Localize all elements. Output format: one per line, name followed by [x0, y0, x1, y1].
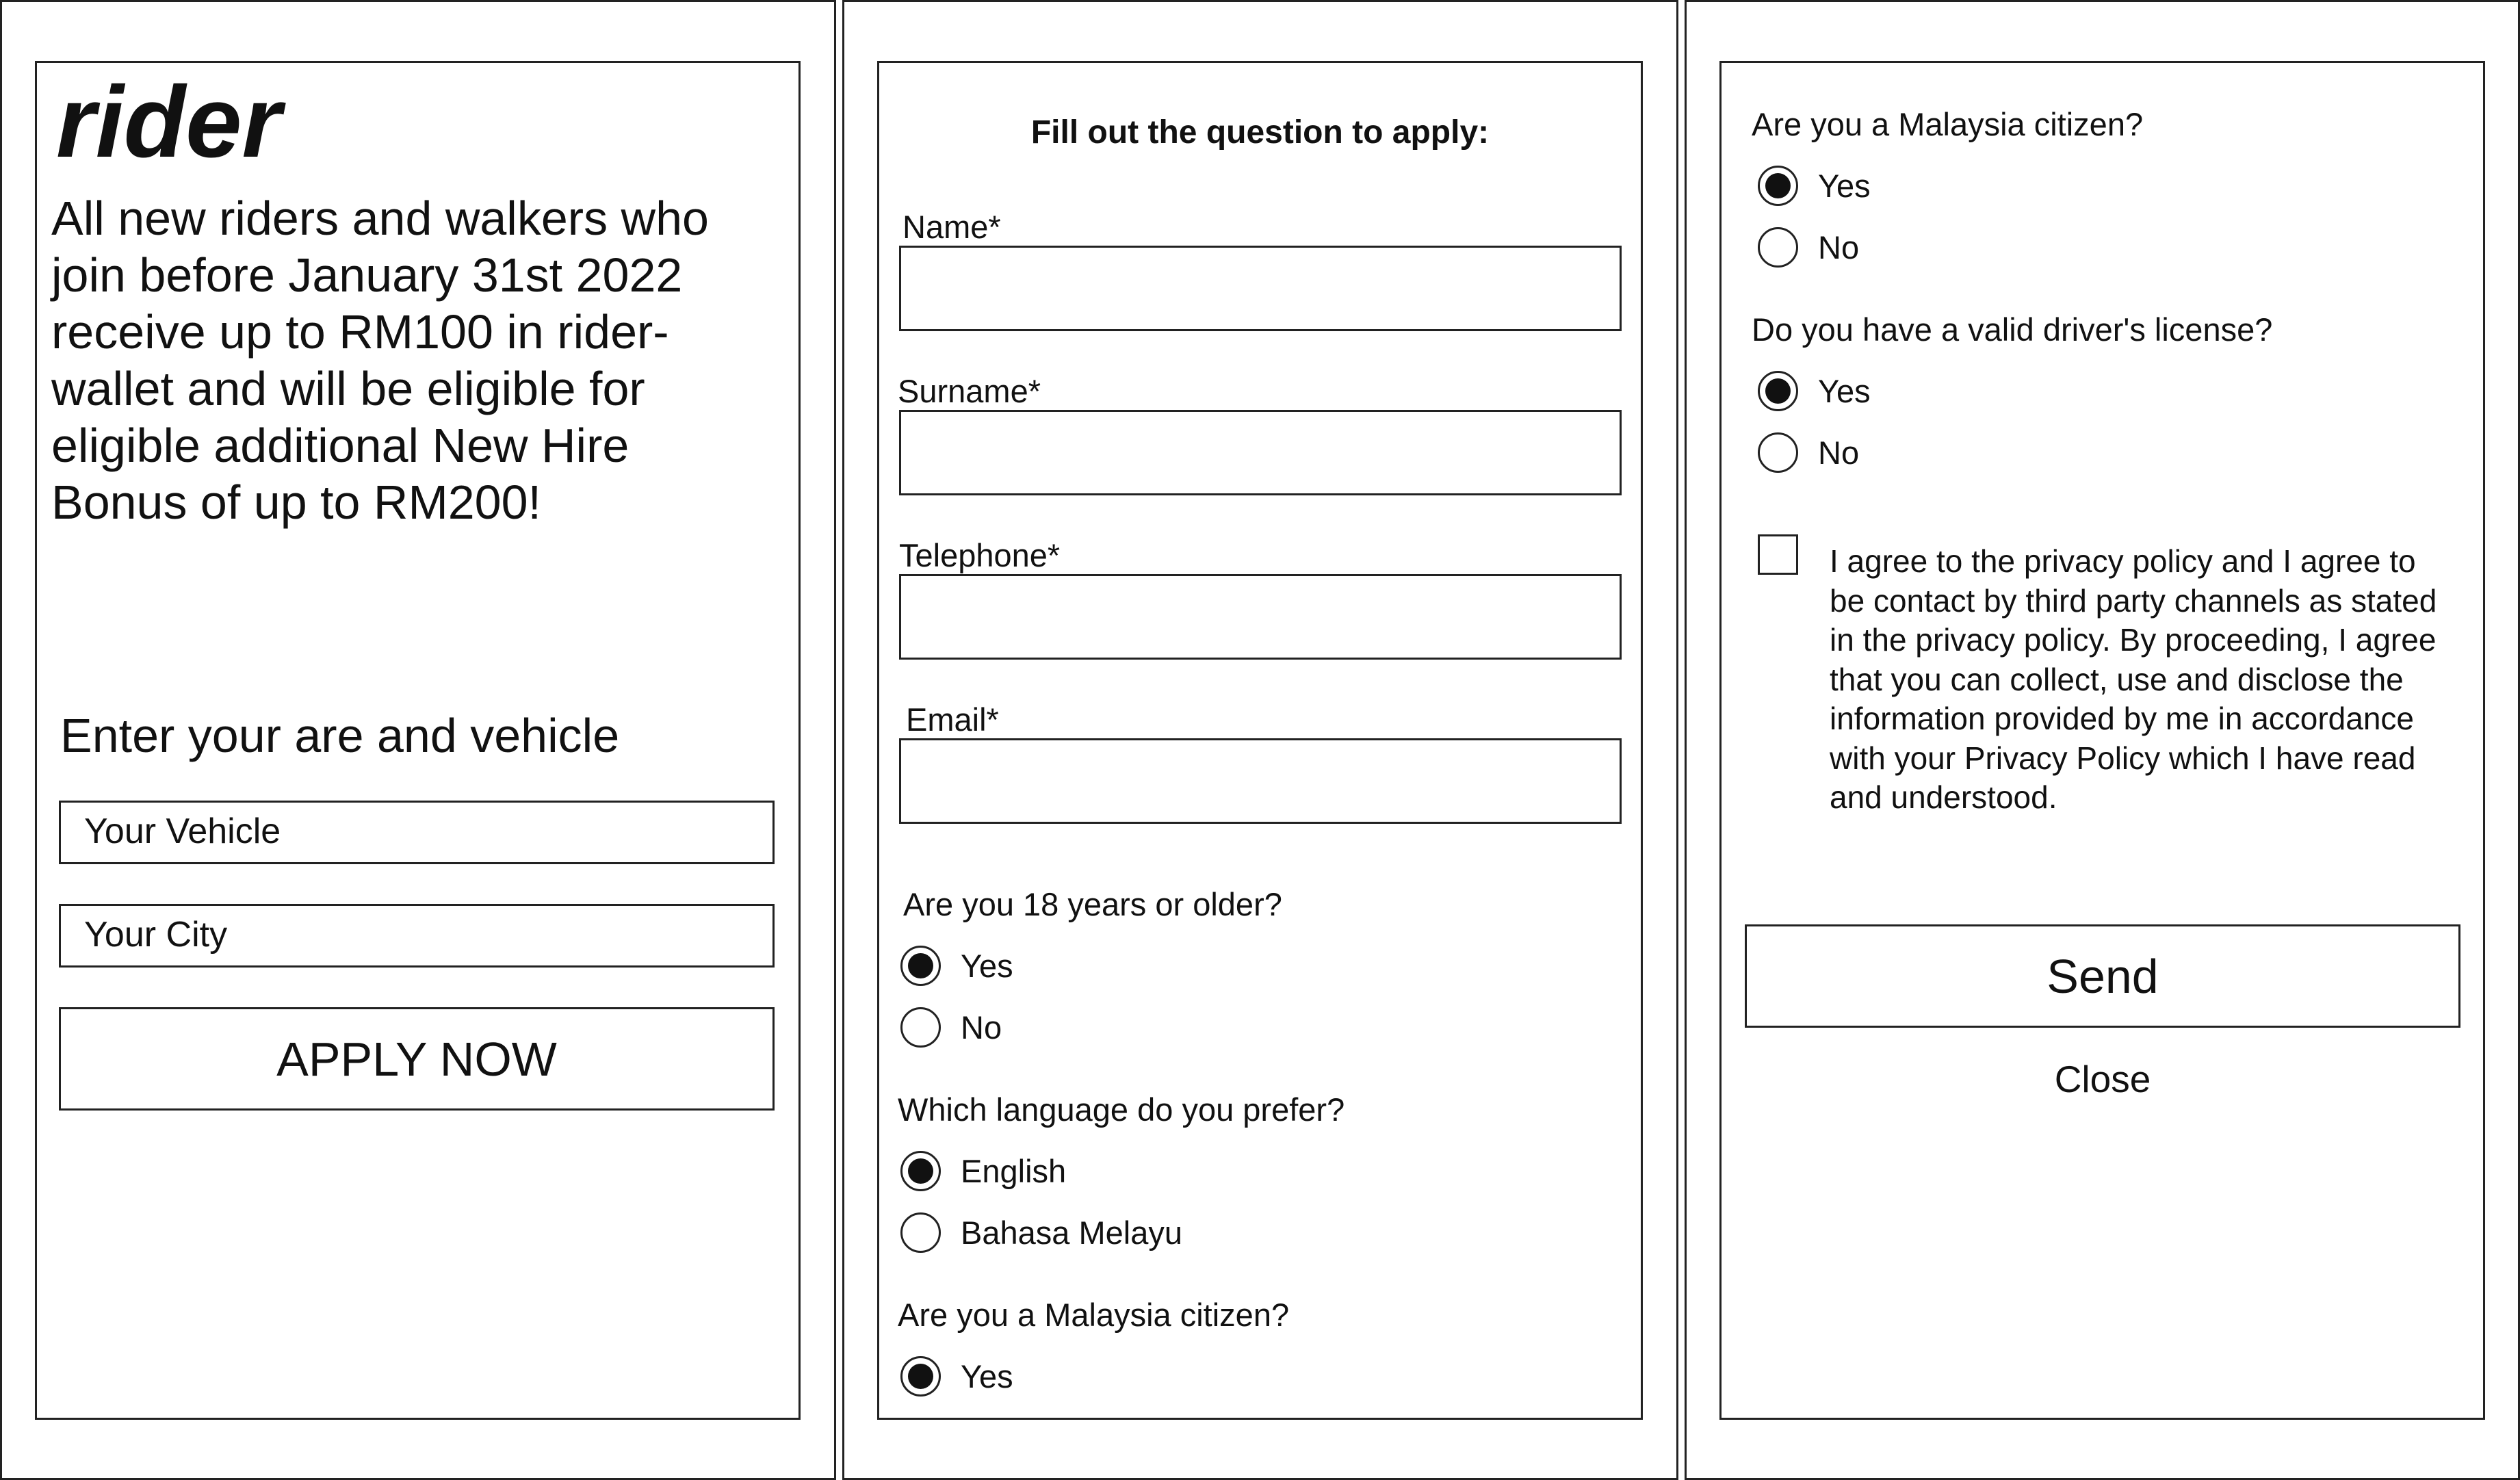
email-label: Email*: [906, 701, 999, 738]
citizen-yes-radio[interactable]: [900, 1356, 941, 1397]
privacy-text: [1830, 542, 2437, 818]
license-question: Do you have a valid driver's license?: [1752, 311, 2273, 348]
promo-text: [51, 190, 709, 531]
surname-label: Surname*: [898, 373, 1041, 409]
license-yes-label: Yes: [1818, 373, 1871, 409]
send-button[interactable]: [1745, 924, 2460, 1028]
vehicle-input-value: Your Vehicle: [84, 812, 281, 851]
citizen-yes-label: Yes: [1818, 168, 1871, 204]
privacy-checkbox[interactable]: [1758, 534, 1798, 575]
promo-line: Bonus of up to RM200!: [51, 476, 541, 529]
apply-now-button[interactable]: [59, 1007, 775, 1111]
age-question: Are you 18 years or older?: [903, 886, 1282, 922]
license-no-radio[interactable]: [1758, 432, 1798, 473]
age-no-radio[interactable]: [900, 1007, 941, 1048]
citizen-no-label: No: [1818, 229, 1860, 265]
name-field[interactable]: [899, 246, 1622, 331]
promo-line: join before January 31st 2022: [51, 248, 683, 302]
logo: rider: [56, 66, 282, 179]
citizen-no-radio[interactable]: [1758, 227, 1798, 268]
privacy-line: I agree to the privacy policy and I agree to: [1830, 543, 2416, 579]
language-english-label: English: [961, 1153, 1067, 1189]
citizen-question: Are you a Malaysia citizen?: [898, 1297, 1290, 1333]
apply-now-label: APPLY NOW: [276, 1032, 557, 1086]
email-field[interactable]: [899, 738, 1622, 824]
privacy-line: information provided by me in accordance: [1830, 701, 2415, 736]
vehicle-input[interactable]: [59, 801, 775, 864]
city-input[interactable]: [59, 904, 775, 968]
city-input-value: Your City: [84, 915, 228, 955]
close-link[interactable]: Close: [2054, 1058, 2151, 1100]
name-label: Name*: [902, 209, 1001, 245]
language-english-radio[interactable]: [900, 1151, 941, 1191]
privacy-line: with your Privacy Policy which I have read: [1830, 740, 2416, 776]
send-label: Send: [2047, 949, 2159, 1003]
promo-line: All new riders and walkers who: [51, 192, 709, 245]
area-vehicle-prompt: Enter your are and vehicle: [60, 709, 620, 762]
language-malay-label: Bahasa Melayu: [961, 1215, 1182, 1251]
age-yes-radio[interactable]: [900, 946, 941, 986]
privacy-line: that you can collect, use and disclose the: [1830, 661, 2404, 697]
language-malay-radio[interactable]: [900, 1212, 941, 1253]
telephone-field[interactable]: [899, 574, 1622, 660]
age-yes-label: Yes: [961, 948, 1013, 984]
language-question: Which language do you prefer?: [898, 1091, 1345, 1128]
age-no-label: No: [961, 1009, 1002, 1046]
privacy-line: and understood.: [1830, 779, 2057, 815]
license-yes-radio[interactable]: [1758, 371, 1798, 411]
citizen-yes-label: Yes: [961, 1358, 1013, 1394]
privacy-line: be contact by third party channels as stated: [1830, 582, 2437, 619]
promo-line: wallet and will be eligible for: [51, 362, 645, 415]
privacy-line: in the privacy policy. By proceeding, I agree: [1830, 622, 2437, 658]
license-no-label: No: [1818, 434, 1860, 471]
citizen-yes-radio[interactable]: [1758, 166, 1798, 206]
citizen-question: Are you a Malaysia citizen?: [1752, 106, 2144, 142]
promo-line: receive up to RM100 in rider-: [51, 305, 669, 359]
promo-line: eligible additional New Hire: [51, 419, 629, 472]
surname-field[interactable]: [899, 410, 1622, 495]
form-title: Fill out the question to apply:: [1030, 114, 1490, 151]
telephone-label: Telephone*: [899, 537, 1061, 573]
